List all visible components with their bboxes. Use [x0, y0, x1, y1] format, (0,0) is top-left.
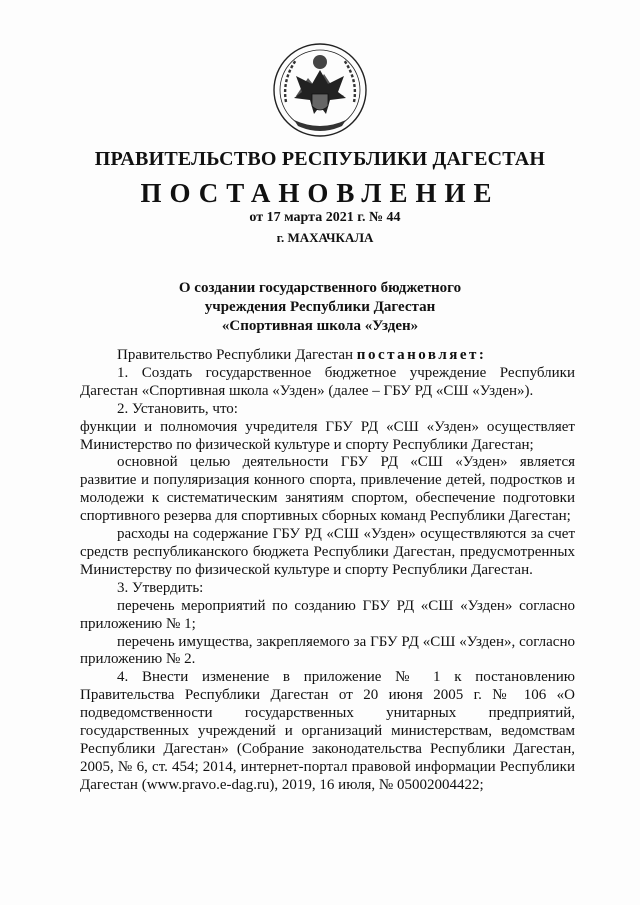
paragraph-2-item: расходы на содержание ГБУ РД «СШ «Узден» осуществляются за счет средств республиканского бюджета Республики Дагестан, предусмотренных Министерству по физической культуре и спорту Республики Дагестан. — [80, 526, 575, 578]
coat-of-arms-emblem — [272, 40, 368, 140]
decree-word: постановляет: — [356, 347, 487, 363]
government-name: ПРАВИТЕЛЬСТВО РЕСПУБЛИКИ ДАГЕСТАН — [94, 148, 546, 170]
paragraph-4: 4. Внести изменение в приложение № 1 к постановлению Правительства Республики Дагестан от 20 июня 2005 г. № 106 «О подведомственности государственных унитарных предприятий, государственных учреждений и организаций министерствам, ведомствам Республики Дагестан» (Собрание законодательства Республики Дагестан, 2005, № 6, ст. 454; 2014, интернет-портал правовой информации Республики Дагестан (www.pravo.e-dag.ru), 2019, 16 июля, № 05002004422; — [80, 669, 575, 793]
paragraph-2-item: функции и полномочия учредителя ГБУ РД «СШ «Узден» осуществляет Министерство по физической культуре и спорту Республики Дагестан; — [80, 418, 575, 453]
date-and-number: от 17 марта 2021 г. № 44 — [249, 210, 401, 225]
document-body — [80, 347, 575, 795]
city: г. МАХАЧКАЛА — [276, 230, 374, 245]
document-type: ПОСТАНОВЛЕНИЕ — [140, 178, 500, 208]
paragraph-2: 2. Установить, что: — [117, 400, 238, 417]
preamble — [80, 347, 575, 365]
paragraph-3: 3. Утвердить: — [117, 579, 204, 596]
paragraph-3-item: перечень мероприятий по созданию ГБУ РД «СШ «Узден» согласно приложению № 1; — [80, 597, 575, 632]
paragraph-1: 1. Создать государственное бюджетное учреждение Республики Дагестан «Спортивная школа «Узден» (далее – ГБУ РД «СШ «Узден»). — [80, 364, 575, 399]
preamble-text: Правительство Республики Дагестан — [117, 347, 357, 363]
subject-line: учреждения Республики Дагестан — [204, 299, 436, 315]
subject-line: «Спортивная школа «Узден» — [221, 318, 419, 334]
document-subject — [0, 279, 640, 336]
subject-line: О создании государственного бюджетного — [178, 280, 462, 296]
paragraph-2-item: основной целью деятельности ГБУ РД «СШ «Узден» является развитие и популяризация конного спорта, привлечение детей, подростков и молодежи к систематическим занятиям спортом, обеспечение подготовки спортивного резерва для спортивных сборных команд Республики Дагестан; — [80, 454, 575, 525]
paragraph-3-item: перечень имущества, закрепляемого за ГБУ РД «СШ «Узден», согласно приложению № 2. — [80, 633, 575, 668]
